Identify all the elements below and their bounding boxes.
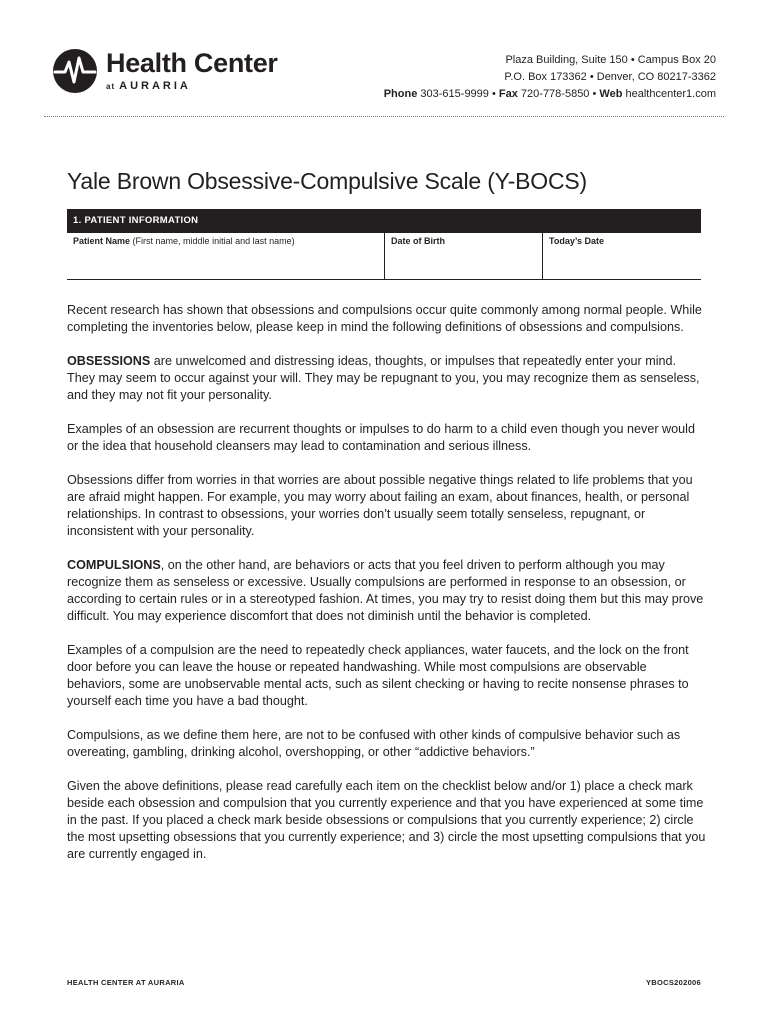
patient-info-box — [67, 209, 701, 280]
logo-at: at — [106, 81, 116, 91]
paragraph-obsessions — [67, 353, 707, 404]
logo-subtitle — [106, 79, 278, 94]
page-title: Yale Brown Obsessive-Compulsive Scale (Y-BOCS) — [67, 168, 587, 194]
compulsions-definition: , on the other hand, are behaviors or acts that you feel driven to perform although you may recognize them as senseless or excessive. Usually compulsions are performed in response to an obsession, or according to certain rules or in a stereotyped fashion. At times, you may try to resist doing them but this may prove difficult. You may experience discomfort that does not diminish until the behavior is completed. — [67, 558, 704, 623]
date-of-birth-field[interactable] — [384, 233, 542, 279]
paragraph-checklist-instructions: Given the above definitions, please read carefully each item on the checklist below and/or 1) place a check mark beside each obsession and compulsion that you currently experience and that you have experienced at some time in the past. If you placed a check mark beside obsessions or compulsions that you currently experience; 2) circle the most upsetting obsessions that you currently experience; and 3) circle the most upsetting compulsions that you are currently engaged in. — [67, 779, 706, 861]
todays-date-label: Today’s Date — [549, 236, 605, 246]
footer-organization: HEALTH CENTER AT AURARIA — [67, 978, 185, 987]
patient-name-field[interactable] — [67, 233, 384, 279]
paragraph-compulsions — [67, 557, 707, 625]
contact-line: Phone 303-615-9999 • Fax 720-778-5850 • Web healthcenter1.com — [383, 88, 716, 100]
web-label: Web — [599, 88, 623, 100]
logo — [52, 48, 278, 94]
logo-title: Health Center — [106, 47, 278, 78]
header-divider — [44, 116, 724, 117]
patient-info-heading: 1. PATIENT INFORMATION — [67, 209, 701, 233]
logo-text — [106, 49, 278, 94]
footer-form-code: YBOCS202006 — [646, 978, 701, 987]
paragraph-worries: Obsessions differ from worries in that worries are about possible negative things related to life problems that you are afraid might happen. For example, you may worry about failing an exam, about finances, health, or personal relationships. In contrast to obsessions, your worries don’t usually seem totally senseless, repugnant, or inconsistent with your personality. — [67, 473, 693, 538]
logo-sub-name: AURARIA — [119, 79, 191, 92]
fax-number: 720-778-5850 — [520, 88, 590, 100]
contact-block — [384, 52, 716, 103]
address-line-2: P.O. Box 173362 • Denver, CO 80217-3362 — [504, 71, 716, 83]
term-compulsions: COMPULSIONS — [67, 558, 161, 572]
heart-pulse-icon — [52, 48, 98, 94]
paragraph-obsession-examples: Examples of an obsession are recurrent thoughts or impulses to do harm to a child even though you never would or the idea that household cleansers may lead to contamination and serious illness. — [67, 422, 695, 453]
address-line-1: Plaza Building, Suite 150 • Campus Box 20 — [505, 54, 716, 66]
paragraph-compulsion-examples: Examples of a compulsion are the need to repeatedly check appliances, water faucets, and the lock on the front door before you can leave the house or repeated handwashing. While most compulsions are observable behaviors, some are unobservable mental acts, such as silent checking or having to recite nonsense phrases to yourself each time you have a bad thought. — [67, 643, 689, 708]
date-of-birth-label: Date of Birth — [391, 236, 445, 246]
patient-name-hint: (First name, middle initial and last name) — [132, 236, 295, 246]
paragraph-compulsion-distinction: Compulsions, as we define them here, are not to be confused with other kinds of compulsive behavior such as overeating, gambling, drinking alcohol, overshopping, or other “addictive behaviors.” — [67, 728, 681, 759]
paragraph-intro: Recent research has shown that obsessions and compulsions occur quite commonly among normal people. While completing the inventories below, please keep in mind the following definitions of obsessions and compulsions. — [67, 303, 702, 334]
web-link[interactable]: healthcenter1.com — [625, 88, 716, 100]
instructions-body — [67, 302, 707, 863]
phone-number: 303-615-9999 — [420, 88, 489, 100]
fax-label: Fax — [498, 88, 518, 100]
patient-name-label: Patient Name — [73, 236, 131, 246]
todays-date-field[interactable] — [542, 233, 701, 279]
obsessions-definition: are unwelcomed and distressing ideas, thoughts, or impulses that repeatedly enter your mind. They may seem to occur against your will. They may be repugnant to you, you may recognize them as senseless, and they may not fit your personality. — [67, 354, 700, 402]
patient-info-row — [67, 233, 701, 280]
term-obsessions: OBSESSIONS — [67, 354, 151, 368]
phone-label: Phone — [383, 88, 418, 100]
